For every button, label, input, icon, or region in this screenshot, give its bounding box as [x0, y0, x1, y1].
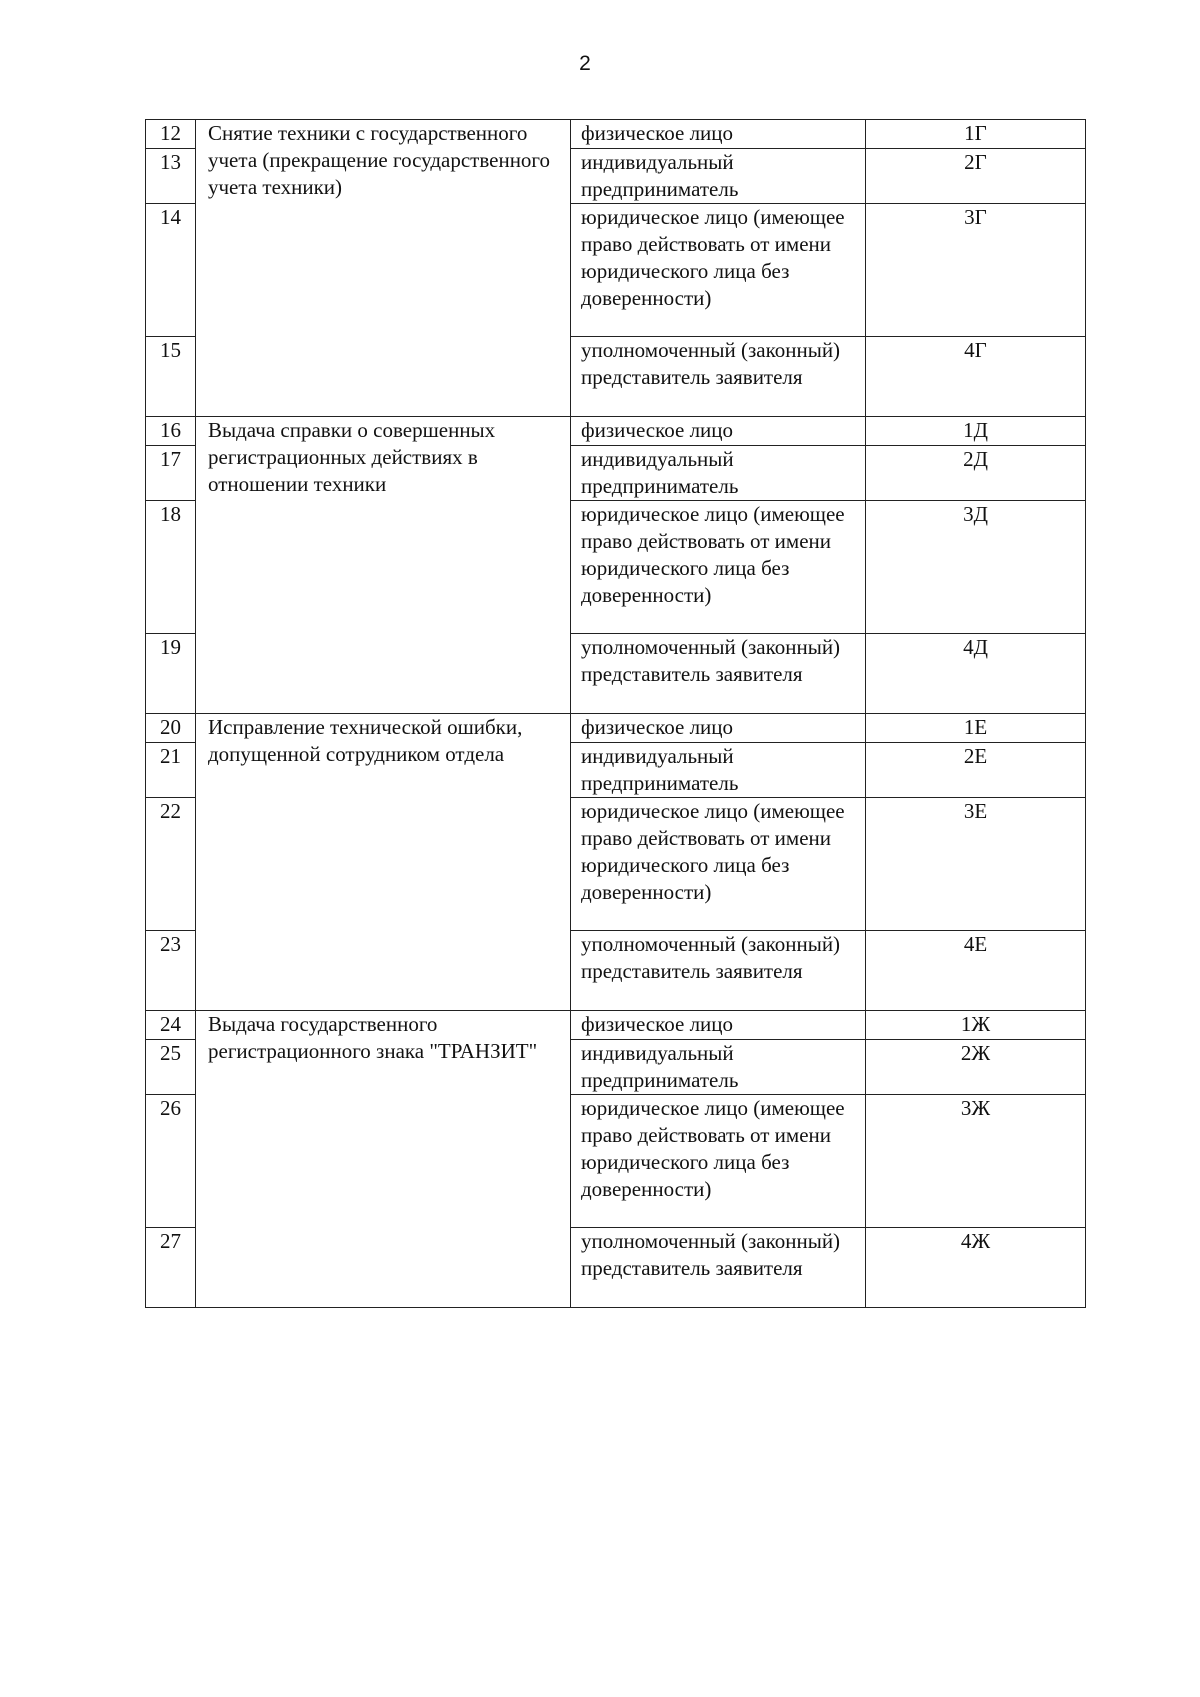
row-number: 17 [146, 446, 196, 501]
row-number: 20 [146, 714, 196, 743]
applicant-type: уполномоченный (законный) представитель заявителя [571, 931, 866, 1011]
applicant-type: юридическое лицо (имеющее право действовать от имени юридического лица без доверенности) [571, 798, 866, 931]
service-name: Выдача государственного регистрационного знака "ТРАНЗИТ" [196, 1011, 571, 1308]
applicant-type: юридическое лицо (имеющее право действовать от имени юридического лица без доверенности) [571, 501, 866, 634]
row-number: 21 [146, 743, 196, 798]
row-number: 26 [146, 1095, 196, 1228]
applicant-type: индивидуальный предприниматель [571, 743, 866, 798]
row-number: 19 [146, 634, 196, 714]
row-number: 18 [146, 501, 196, 634]
table-row [146, 714, 1086, 743]
table-row [146, 120, 1086, 149]
row-number: 13 [146, 149, 196, 204]
request-code: 3Г [866, 204, 1086, 337]
applicant-type: уполномоченный (законный) представитель заявителя [571, 634, 866, 714]
row-number: 24 [146, 1011, 196, 1040]
request-code: 4Г [866, 337, 1086, 417]
applicant-type: индивидуальный предприниматель [571, 149, 866, 204]
request-code: 3Е [866, 798, 1086, 931]
request-code: 1Е [866, 714, 1086, 743]
applicant-type: юридическое лицо (имеющее право действовать от имени юридического лица без доверенности) [571, 204, 866, 337]
page-number: 2 [579, 52, 591, 75]
row-number: 12 [146, 120, 196, 149]
service-name: Снятие техники с государственного учета (прекращение государственного учета техники) [196, 120, 571, 417]
applicant-type: физическое лицо [571, 1011, 866, 1040]
request-code: 1Г [866, 120, 1086, 149]
service-name: Выдача справки о совершенных регистрационных действиях в отношении техники [196, 417, 571, 714]
applicant-type: юридическое лицо (имеющее право действовать от имени юридического лица без доверенности) [571, 1095, 866, 1228]
row-number: 27 [146, 1228, 196, 1308]
request-code: 1Ж [866, 1011, 1086, 1040]
applicant-type: индивидуальный предприниматель [571, 446, 866, 501]
table-row [146, 1011, 1086, 1040]
row-number: 14 [146, 204, 196, 337]
row-number: 16 [146, 417, 196, 446]
request-code: 4Е [866, 931, 1086, 1011]
service-name: Исправление технической ошибки, допущенной сотрудником отдела [196, 714, 571, 1011]
applicant-type: физическое лицо [571, 120, 866, 149]
applicant-type: физическое лицо [571, 714, 866, 743]
request-code: 3Ж [866, 1095, 1086, 1228]
applicant-type: уполномоченный (законный) представитель заявителя [571, 337, 866, 417]
request-code: 2Ж [866, 1040, 1086, 1095]
request-code: 1Д [866, 417, 1086, 446]
row-number: 15 [146, 337, 196, 417]
request-code: 2Е [866, 743, 1086, 798]
request-code: 3Д [866, 501, 1086, 634]
applicant-type: физическое лицо [571, 417, 866, 446]
table-row [146, 417, 1086, 446]
row-number: 25 [146, 1040, 196, 1095]
applicant-type: уполномоченный (законный) представитель заявителя [571, 1228, 866, 1308]
request-code: 4Д [866, 634, 1086, 714]
request-code: 2Д [866, 446, 1086, 501]
request-code: 2Г [866, 149, 1086, 204]
applicant-type: индивидуальный предприниматель [571, 1040, 866, 1095]
row-number: 23 [146, 931, 196, 1011]
row-number: 22 [146, 798, 196, 931]
services-table [145, 119, 1086, 1308]
services-table-body [146, 120, 1086, 1308]
request-code: 4Ж [866, 1228, 1086, 1308]
